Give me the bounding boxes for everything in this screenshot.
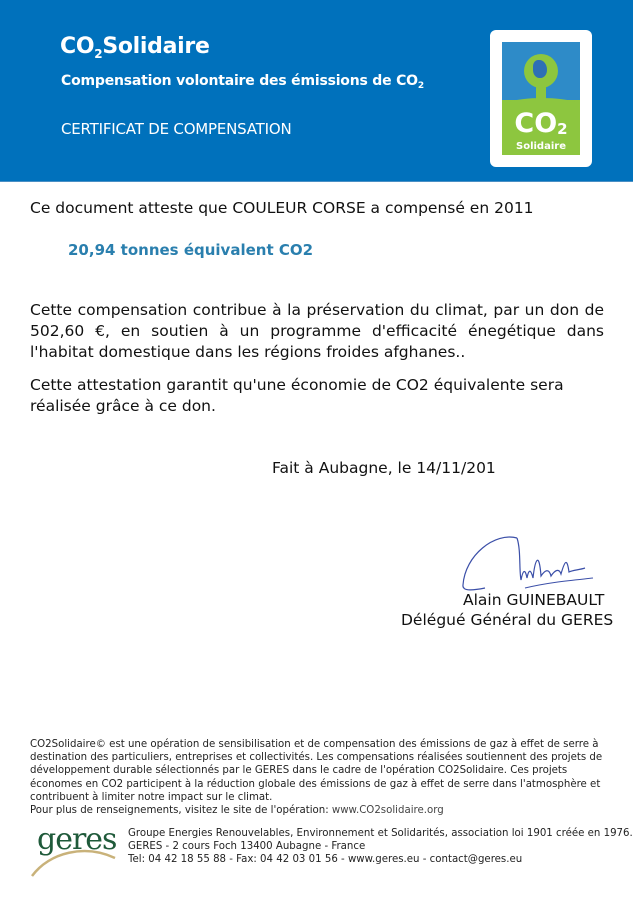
geres-swoosh-icon	[30, 822, 120, 880]
logo-label: Solidaire	[516, 141, 566, 152]
certificate-header	[0, 0, 633, 182]
guarantee-line-2: réalisée grâce à ce don.	[30, 397, 216, 415]
brand-subtitle-text: Compensation volontaire des émissions de CO	[61, 73, 418, 89]
brand-subtitle	[61, 73, 424, 91]
geres-contact-info	[128, 827, 633, 867]
brand-subtitle-subscript: 2	[417, 81, 424, 91]
geres-phone-web-email: Tel: 04 42 18 55 88 - Fax: 04 42 03 01 56 - www.geres.eu - contact@geres.eu	[128, 854, 523, 866]
logo-panel	[502, 42, 580, 155]
geres-address: GERES - 2 cours Foch 13400 Aubagne - France	[128, 841, 366, 853]
logo-trunk	[536, 86, 546, 108]
brand-title	[60, 34, 210, 61]
brand-title-prefix: CO	[60, 34, 95, 59]
geres-org-name: Groupe Energies Renouvelables, Environnement et Solidarités, association loi 1901 créée en 1976.	[128, 828, 633, 839]
logo-co-subscript: 2	[557, 120, 568, 138]
signer-name: Alain GUINEBAULT	[463, 591, 605, 609]
brand-title-subscript: 2	[94, 47, 103, 61]
more-info-text: Pour plus de renseignements, visitez le site de l'opération:	[30, 805, 332, 817]
more-info-line	[30, 804, 605, 817]
logo-co: CO	[514, 108, 558, 139]
certificate-title: CERTIFICAT DE COMPENSATION	[61, 120, 292, 138]
footer-description	[30, 738, 605, 817]
brand-title-suffix: Solidaire	[102, 34, 210, 59]
operation-description: CO2Solidaire© est une opération de sensibilisation et de compensation des émissions de gaz à effet de serre à destination des particuliers, entreprises et collectivités. Les compensations réalisées soutiennent des projets de développement durable sélectionnés par le GERES dans le cadre de l'opération CO2Solidaire. Ces projets économes en CO2 participent à la réduction globale des émissions de gaz à effet de serre dans l'atmosphère et contribuent à limiter notre impact sur le climat.	[30, 739, 603, 803]
co2solidaire-logo	[490, 30, 592, 167]
globe-land-icon	[533, 60, 547, 78]
signer-role: Délégué Général du GERES	[401, 611, 614, 629]
geres-logo-text: geres	[37, 822, 117, 857]
geres-logo	[30, 822, 120, 880]
place-and-date: Fait à Aubagne, le 14/11/201	[272, 459, 496, 477]
logo-co2-text	[502, 108, 580, 139]
attestation-statement: Ce document atteste que COULEUR CORSE a compensé en 2011	[30, 199, 534, 217]
tonnes-compensated: 20,94 tonnes équivalent CO2	[68, 241, 314, 259]
co2solidaire-website-link[interactable]: www.CO2solidaire.org	[331, 805, 444, 817]
guarantee-line-1: Cette attestation garantit qu'une économie de CO2 équivalente sera	[30, 376, 564, 394]
contribution-paragraph: Cette compensation contribue à la préservation du climat, par un don de 502,60 €, en soutien à un programme d'efficacité énegétique dans l'habitat domestique dans les régions froides afghanes..	[30, 301, 604, 361]
guarantee-paragraph	[30, 375, 604, 417]
